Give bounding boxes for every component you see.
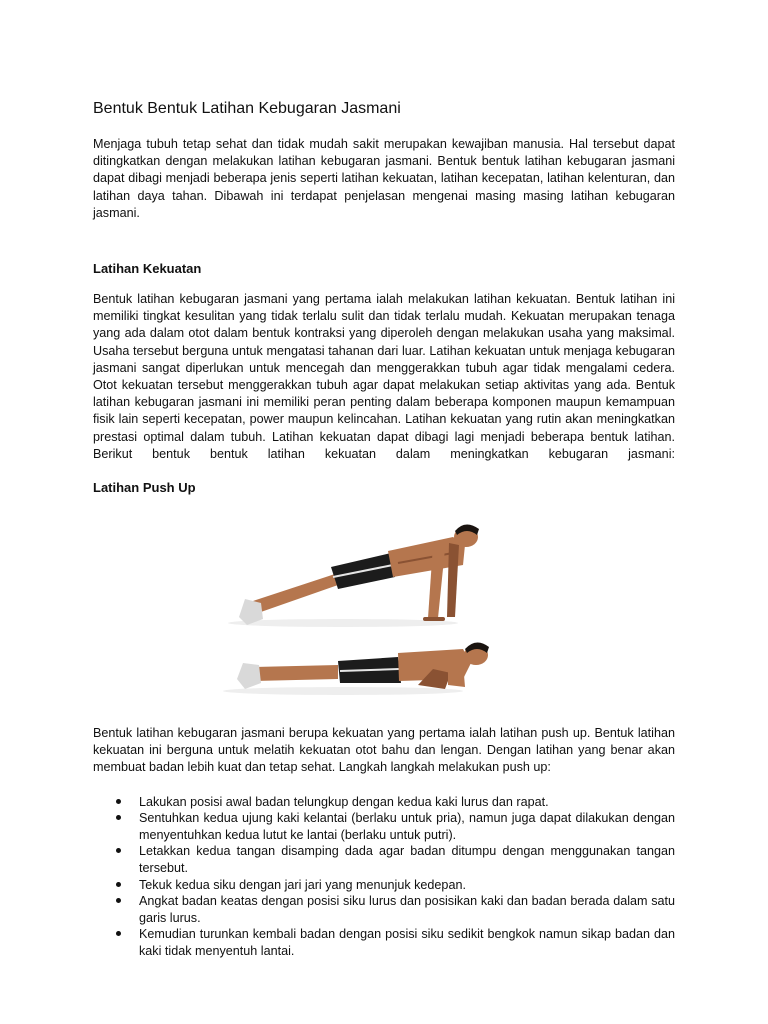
- step-text: Tekuk kedua siku dengan jari jari yang menunjuk kedepan.: [139, 877, 466, 892]
- pushup-paragraph: Bentuk latihan kebugaran jasmani berupa kekuatan yang pertama ialah latihan push up. Bentuk latihan kekuatan ini berguna untuk melatih kekuatan otot bahu dan lengan. Dengan latihan yang benar akan membuat badan lebih kuat dan tetap sehat. Langkah langkah melakukan push up:: [93, 726, 675, 775]
- section-heading-latihan-push-up: Latihan Push Up: [93, 480, 196, 496]
- pushup-steps-list: [93, 794, 675, 960]
- list-item: [93, 893, 675, 926]
- strength-paragraph: Bentuk latihan kebugaran jasmani yang pertama ialah melakukan latihan kekuatan. Bentuk latihan ini memiliki tingkat kesulitan yang tidak terlalu sulit dan tidak terlalu mudah. Kekuatan merupakan tenaga yang ada dalam otot dalam bentuk kontraksi yang diperoleh dengan melakukan usaha yang maksimal. Usaha tersebut berguna untuk mengatasi tahanan dari luar. Latihan kekuatan untuk menjaga kebugaran jasmani sangat diperlukan untuk mencegah dan menggerakkan tubuh agar tidak mengalami cedera. Otot kekuatan tersebut menggerakkan tubuh agar dapat melakukan setiap aktivitas yang ada. Bentuk latihan kebugaran jasmani ini memiliki peran penting dalam beberapa komponen maupun kemampuan fisik lain seperti kecepatan, power maupun kelincahan. Latihan kekuatan yang rutin akan meningkatkan prestasi optimal dalam tubuh. Latihan kekuatan dapat dibagi lagi menjadi beberapa bentuk latihan. Berikut bentuk bentuk latihan kekuatan dalam meningkatkan kebugaran jasmani:: [93, 292, 675, 461]
- list-item: [93, 926, 675, 959]
- step-text: Lakukan posisi awal badan telungkup dengan kedua kaki lurus dan rapat.: [139, 794, 549, 809]
- bullet-dot-icon: [116, 898, 121, 903]
- step-text: Letakkan kedua tangan disamping dada agar badan ditumpu dengan menggunakan tangan tersebut.: [139, 844, 675, 876]
- step-text: Sentuhkan kedua ujung kaki kelantai (berlaku untuk pria), namun juga dapat dilakukan dengan menyentuhkan kedua lutut ke lantai (berlaku untuk putri).: [139, 811, 675, 842]
- bullet-dot-icon: [116, 931, 121, 936]
- document-title: Bentuk Bentuk Latihan Kebugaran Jasmani: [93, 100, 401, 117]
- step-text: Kemudian turunkan kembali badan dengan posisi siku sedikit bengkok namun sikap badan dan kaki tidak menyentuh lantai.: [139, 927, 675, 958]
- pushup-top-position-figure: [228, 525, 479, 628]
- list-item: [93, 794, 675, 811]
- section-heading-latihan-kekuatan: Latihan Kekuatan: [93, 261, 202, 277]
- intro-paragraph: Menjaga tubuh tetap sehat dan tidak mudah sakit merupakan kewajiban manusia. Hal tersebut dapat ditingkatkan dengan melakukan latihan kebugaran jasmani. Bentuk bentuk latihan kebugaran jasmani dapat dibagi menjadi beberapa jenis seperti latihan kekuatan, latihan kecepatan, latihan kelenturan, dan latihan daya tahan. Dibawah ini terdapat penjelasan mengenai masing masing latihan kebugaran jasmani.: [93, 137, 675, 220]
- bullet-dot-icon: [116, 848, 121, 853]
- pushup-figures: [93, 503, 675, 725]
- document-page: [93, 98, 675, 960]
- pushup-bottom-position-figure: [223, 643, 489, 696]
- pushup-illustration: [93, 503, 675, 725]
- bullet-dot-icon: [116, 815, 121, 820]
- bullet-dot-icon: [116, 799, 121, 804]
- step-text: Angkat badan keatas dengan posisi siku lurus dan posisikan kaki dan badan berada dalam satu garis lurus.: [139, 894, 675, 925]
- list-item: [93, 810, 675, 843]
- list-item: [93, 843, 675, 876]
- bullet-dot-icon: [116, 882, 121, 887]
- list-item: [93, 877, 675, 894]
